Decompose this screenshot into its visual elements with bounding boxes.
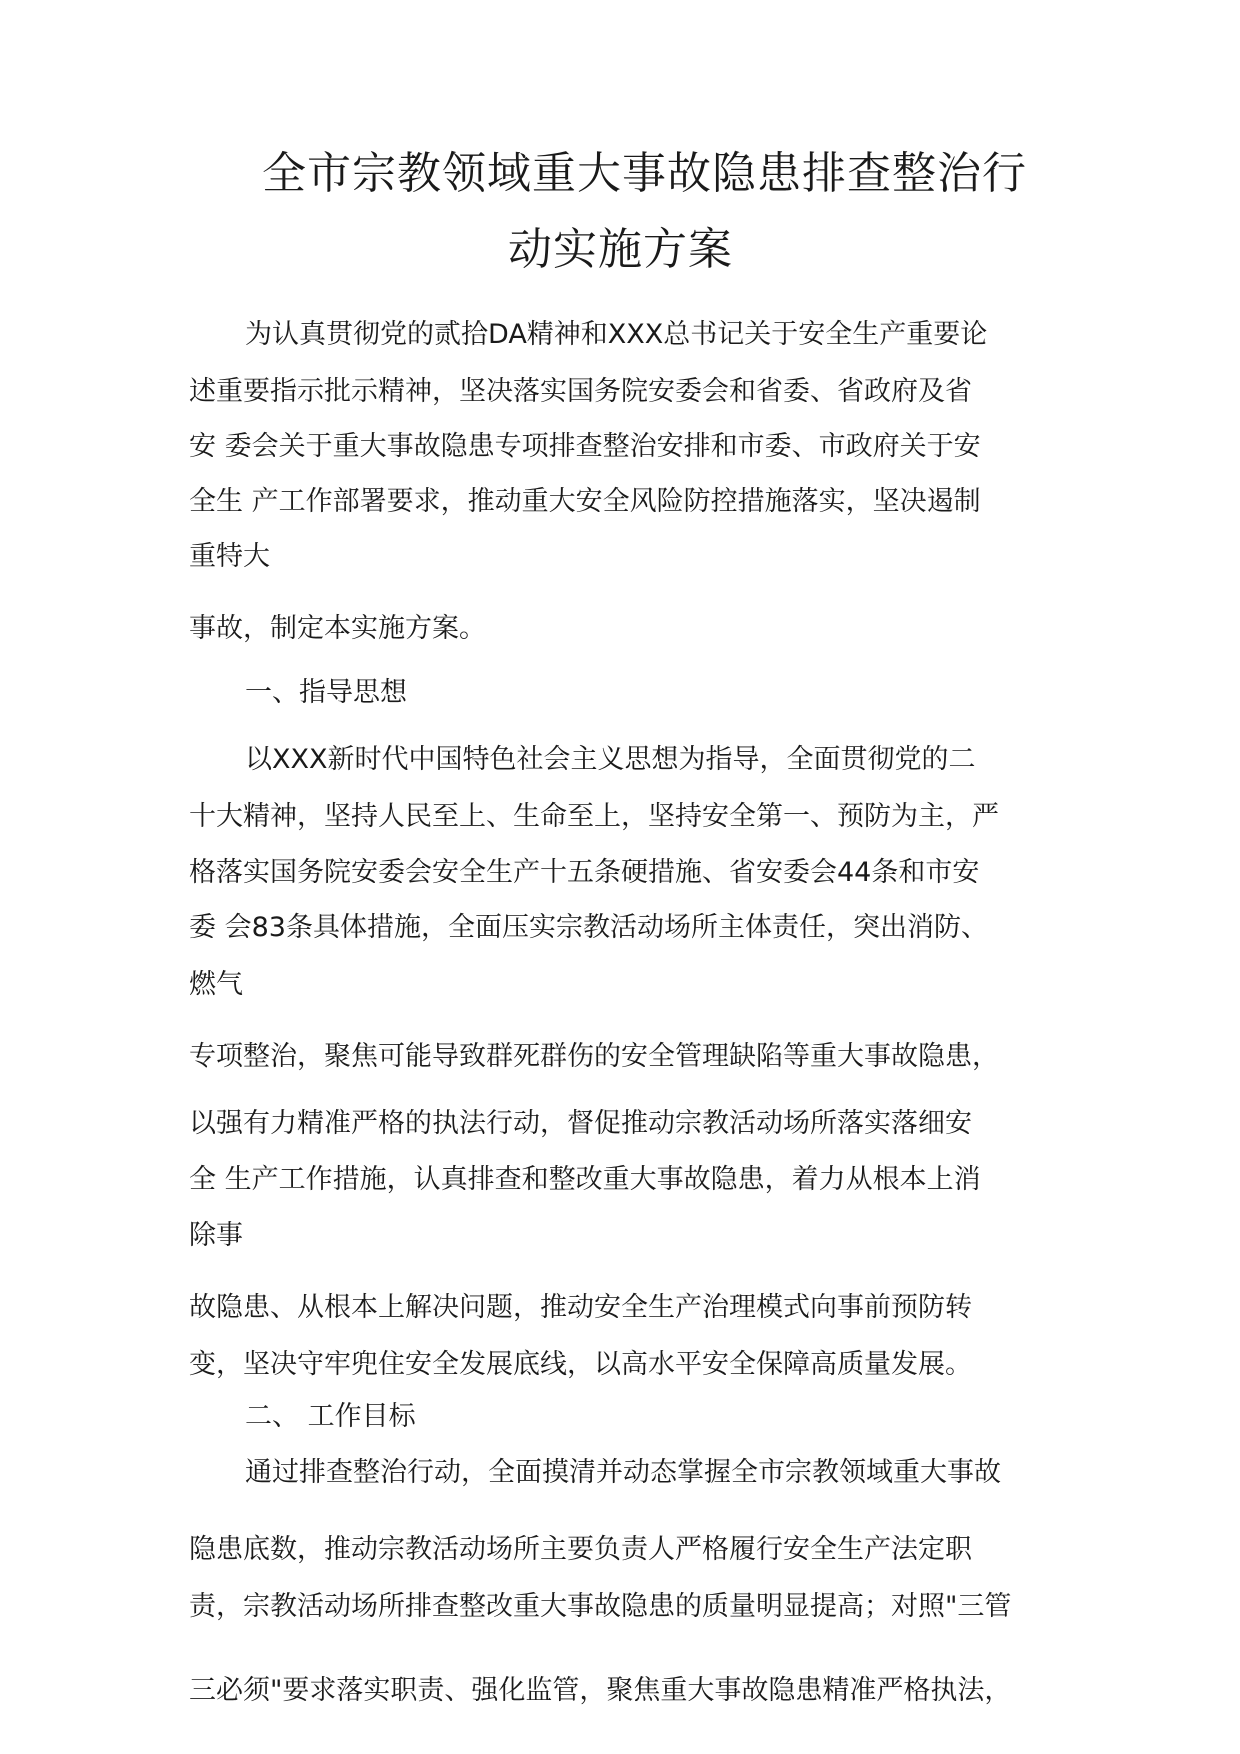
- paragraph-line: 格落实国务院安委会安全生产十五条硬措施、省安委会44条和市安: [189, 857, 980, 888]
- paragraph-line: 变，坚决守牢兜住安全发展底线，以高水平安全保障高质量发展。: [189, 1349, 972, 1380]
- section-heading: 二、 工作目标: [245, 1401, 416, 1432]
- paragraph-line: 故隐患、从根本上解决问题，推动安全生产治理模式向事前预防转: [189, 1292, 972, 1323]
- paragraph-line: 燃气: [189, 969, 243, 1000]
- paragraph-line: 以XXX新时代中国特色社会主义思想为指导，全面贯彻党的二: [245, 744, 976, 775]
- paragraph-line: 全生 产工作部署要求，推动重大安全风险防控措施落实，坚决遏制: [189, 486, 981, 517]
- paragraph-line: 专项整治，聚焦可能导致群死群伤的安全管理缺陷等重大事故隐患，: [189, 1041, 999, 1072]
- paragraph-line: 责，宗教活动场所排查整改重大事故隐患的质量明显提高；对照"三管: [189, 1591, 1012, 1622]
- paragraph-line: 通过排查整治行动，全面摸清并动态掌握全市宗教领域重大事故: [245, 1457, 1001, 1488]
- document-title-line-2: 动实施方案: [508, 224, 733, 275]
- paragraph-line: 为认真贯彻党的贰拾DA精神和XXX总书记关于安全生产重要论: [245, 319, 988, 350]
- paragraph-line: 以强有力精准严格的执法行动，督促推动宗教活动场所落实落细安: [189, 1108, 972, 1139]
- paragraph-line: 全 生产工作措施，认真排查和整改重大事故隐患，着力从根本上消: [189, 1164, 981, 1195]
- paragraph-line: 除事: [189, 1220, 243, 1251]
- document-title-line-1: 全市宗教领域重大事故隐患排查整治行: [262, 148, 1027, 199]
- paragraph-line: 委 会83条具体措施，全面压实宗教活动场所主体责任，突出消防、: [189, 912, 988, 943]
- paragraph-line: 事故，制定本实施方案。: [189, 613, 486, 644]
- paragraph-line: 述重要指示批示精神，坚决落实国务院安委会和省委、省政府及省: [189, 376, 972, 407]
- paragraph-line: 隐患底数，推动宗教活动场所主要负责人严格履行安全生产法定职: [189, 1534, 972, 1565]
- section-heading: 一、指导思想: [245, 677, 407, 708]
- paragraph-line: 安 委会关于重大事故隐患专项排查整治安排和市委、市政府关于安: [189, 431, 981, 462]
- paragraph-line: 十大精神，坚持人民至上、生命至上，坚持安全第一、预防为主，严: [189, 801, 999, 832]
- paragraph-line: 三必须"要求落实职责、强化监管，聚焦重大事故隐患精准严格执法，: [189, 1675, 1012, 1706]
- paragraph-line: 重特大: [189, 541, 270, 572]
